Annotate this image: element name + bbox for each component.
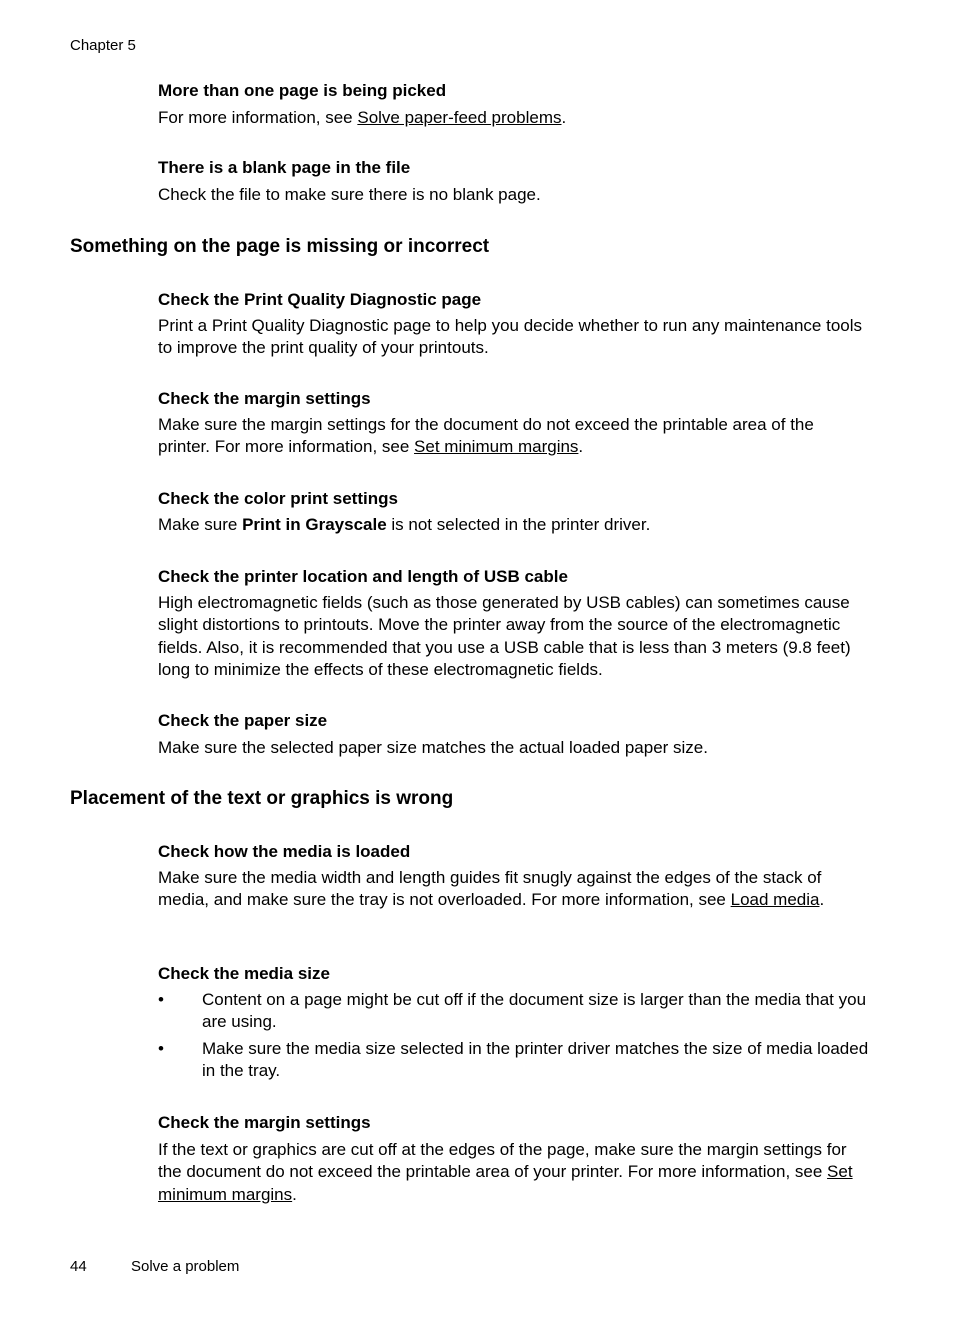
subheading-more-than-one-page: More than one page is being picked <box>158 81 447 100</box>
section-heading-missing-or-incorrect: Something on the page is missing or incorrect <box>70 236 490 257</box>
subheading-margin-settings: Check the margin settings <box>158 389 371 408</box>
paragraph-text: . <box>561 108 567 127</box>
paragraph-paper-size: Make sure the selected paper size matches the actual loaded paper size. <box>158 738 708 757</box>
list-item-text: Content on a page might be cut off if the document size is larger than the media that you are using. <box>202 990 867 1032</box>
link-load-media[interactable]: Load media <box>730 890 820 910</box>
link-set-minimum-margins[interactable]: Set minimum margins <box>414 437 579 457</box>
setting-name-print-in-grayscale: Print in Grayscale <box>242 515 387 534</box>
paragraph-margin-settings <box>158 414 870 459</box>
paragraph-text: Make sure <box>158 515 243 534</box>
subheading-paper-size: Check the paper size <box>158 711 328 730</box>
link-set-minimum-margins-2[interactable]: Set minimum margins <box>158 1162 853 1204</box>
page-number: 44 <box>70 1258 87 1275</box>
paragraph-text: Make sure the media width and length guides fit snugly against the edges of the stack of media, and make sure the tray is not overloaded. For more information, see <box>158 868 822 910</box>
page-header-chapter: Chapter 5 <box>70 37 136 54</box>
subheading-print-quality-diagnostic: Check the Print Quality Diagnostic page <box>158 290 482 309</box>
bullet-mark: • <box>158 990 164 1009</box>
subheading-margin-settings-2: Check the margin settings <box>158 1113 371 1132</box>
paragraph-margin-settings-2 <box>158 1139 870 1206</box>
list-item <box>158 1038 870 1083</box>
subheading-media-size: Check the media size <box>158 964 330 983</box>
paragraph-text: is not selected in the printer driver. <box>386 515 651 534</box>
list-item-text: Make sure the media size selected in the printer driver matches the size of media loaded in the tray. <box>202 1038 869 1080</box>
bullet-mark: • <box>158 1038 164 1058</box>
subheading-blank-page: There is a blank page in the file <box>158 158 411 177</box>
bullet-list-media-size <box>158 989 870 1086</box>
subheading-printer-location-usb: Check the printer location and length of USB cable <box>158 567 568 586</box>
paragraph-print-quality-diagnostic: Print a Print Quality Diagnostic page to help you decide whether to run any maintenance tools to improve the print quality of your printouts. <box>158 316 863 358</box>
paragraph-text: . <box>819 890 825 910</box>
section-heading-placement-wrong: Placement of the text or graphics is wrong <box>70 788 454 809</box>
list-item <box>158 989 870 1034</box>
paragraph-text: For more information, see <box>158 108 358 127</box>
subheading-media-loaded: Check how the media is loaded <box>158 842 411 861</box>
paragraph-text: Make sure the margin settings for the document do not exceed the printable area of the printer. For more information, see <box>158 415 814 457</box>
footer-section-title: Solve a problem <box>131 1258 240 1275</box>
paragraph-text: . <box>578 437 584 457</box>
paragraph-blank-page: Check the file to make sure there is no blank page. <box>158 185 541 204</box>
paragraph-text: . <box>292 1184 297 1204</box>
paragraph-text: If the text or graphics are cut off at the edges of the page, make sure the margin settings for the document do not exceed the printable area of your printer. For more information, see <box>158 1140 847 1182</box>
paragraph-more-than-one-page <box>158 107 870 129</box>
link-solve-paper-feed-problems[interactable]: Solve paper-feed problems <box>357 108 562 127</box>
paragraph-media-loaded <box>158 867 870 912</box>
paragraph-printer-location-usb: High electromagnetic fields (such as those generated by USB cables) can sometimes cause slight distortions to printouts. Move the printer away from the source of the electromagnetic fields. Also, it is recommended that you use a USB cable that is less than 3 meters (9.8 feet) long to minimize the effects of these electromagnetic fields. <box>158 593 851 679</box>
subheading-color-print-settings: Check the color print settings <box>158 489 398 508</box>
paragraph-color-print-settings <box>158 514 870 536</box>
